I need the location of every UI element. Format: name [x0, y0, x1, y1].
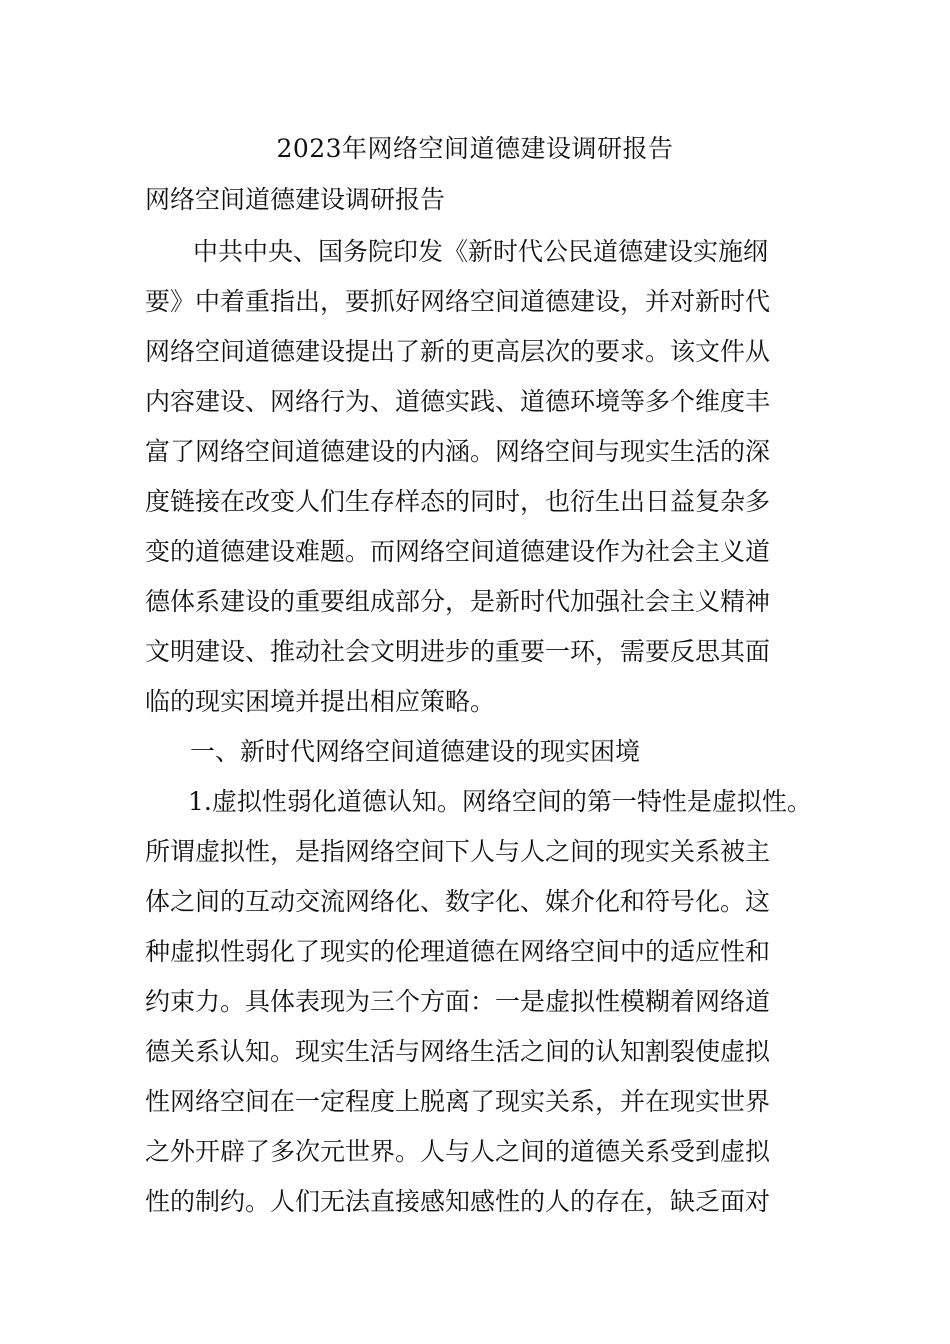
paragraph-line: 种虚拟性弱化了现实的伦理道德在网络空间中的适应性和 — [145, 937, 771, 966]
paragraph-line: 性的制约。人们无法直接感知感性的人的存在，缺乏面对 — [145, 1187, 771, 1216]
paragraph-line: 所谓虚拟性，是指网络空间下人与人之间的现实关系被主 — [145, 837, 771, 866]
paragraph-line: 之外开辟了多次元世界。人与人之间的道德关系受到虚拟 — [145, 1137, 771, 1166]
paragraph-line: 约束力。具体表现为三个方面：一是虚拟性模糊着网络道 — [145, 987, 771, 1016]
section-heading: 一、新时代网络空间道德建设的现实困境 — [190, 737, 641, 766]
paragraph-line: 要》中着重指出，要抓好网络空间道德建设，并对新时代 — [145, 287, 771, 316]
paragraph-line: 德关系认知。现实生活与网络生活之间的认知割裂使虚拟 — [145, 1037, 771, 1066]
paragraph-line: 体之间的互动交流网络化、数字化、媒介化和符号化。这 — [145, 887, 771, 916]
document-subtitle: 网络空间道德建设调研报告 — [145, 185, 446, 214]
paragraph-line: 度链接在改变人们生存样态的同时，也衍生出日益复杂多 — [145, 487, 771, 516]
paragraph-line: 性网络空间在一定程度上脱离了现实关系，并在现实世界 — [145, 1087, 771, 1116]
document-title: 2023年网络空间道德建设调研报告 — [276, 134, 674, 163]
paragraph-line: 富了网络空间道德建设的内涵。网络空间与现实生活的深 — [145, 437, 771, 466]
paragraph-line: 变的道德建设难题。而网络空间道德建设作为社会主义道 — [145, 537, 771, 566]
paragraph-line: 1.虚拟性弱化道德认知。网络空间的第一特性是虚拟性。 — [188, 787, 812, 816]
paragraph-line: 临的现实困境并提出相应策略。 — [145, 687, 496, 716]
paragraph-line: 中共中央、国务院印发《新时代公民道德建设实施纲 — [193, 237, 769, 266]
paragraph-line: 网络空间道德建设提出了新的更高层次的要求。该文件从 — [145, 337, 771, 366]
paragraph-line: 文明建设、推动社会文明进步的重要一环，需要反思其面 — [145, 637, 771, 666]
paragraph-line: 德体系建设的重要组成部分，是新时代加强社会主义精神 — [145, 587, 771, 616]
paragraph-line: 内容建设、网络行为、道德实践、道德环境等多个维度丰 — [145, 387, 771, 416]
